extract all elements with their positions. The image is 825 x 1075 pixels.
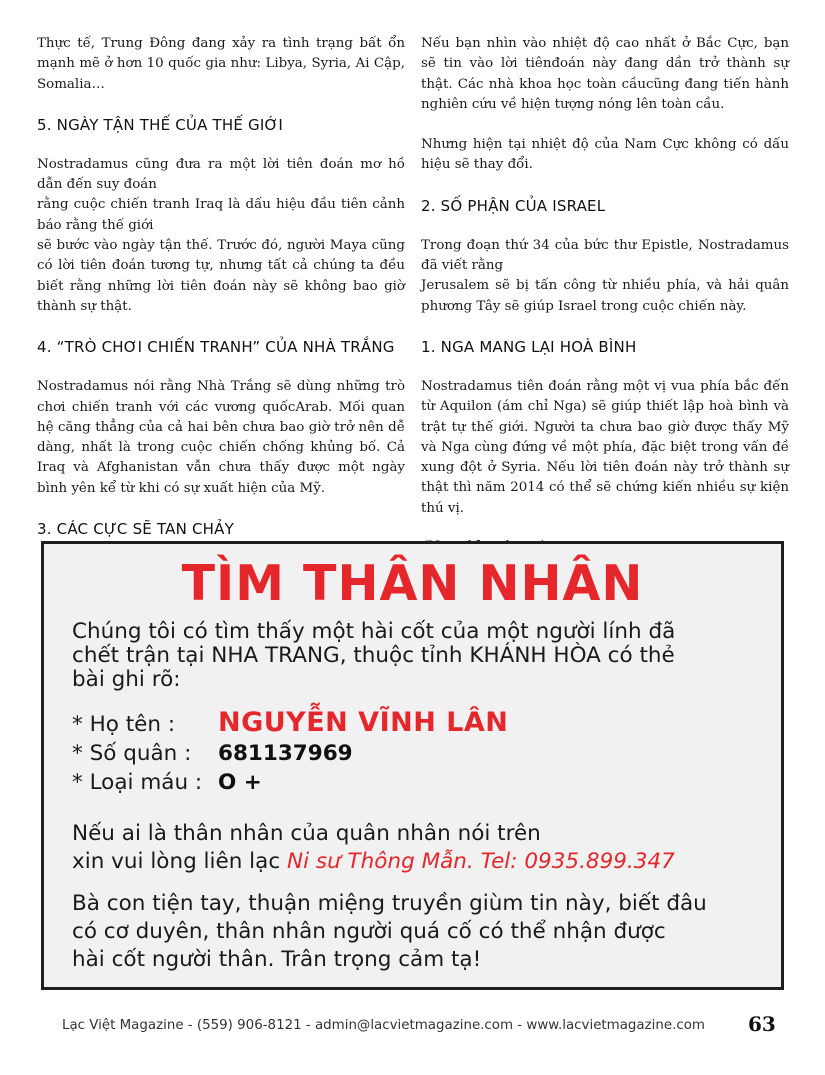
section-4-heading: 4. “TRÒ CHƠI CHIẾN TRANH” CỦA NHÀ TRẮNG (37, 338, 395, 357)
notice-intro-line: bài ghi rõ: (72, 667, 181, 692)
page-number: 63 (748, 1012, 776, 1036)
closing-line: có cơ duyên, thân nhân người quá cố có thể nhận được (72, 919, 666, 944)
footer-contact: Lạc Việt Magazine - (559) 906-8121 - admin@lacvietmagazine.com - www.lacvietmagazine.com (62, 1018, 705, 1033)
contact-line (72, 848, 675, 876)
contact-phone: Ni sư Thông Mẫn. Tel: 0935.899.347 (287, 849, 675, 874)
name-field (72, 707, 509, 738)
notice-intro (72, 620, 675, 692)
poles-paragraph-1: Nếu bạn nhìn vào nhiệt độ cao nhất ở Bắc Cực, bạn sẽ tin vào lời tiênđoán này đang dần trở thành sự thật. Các nhà khoa học toàn cầucũng đang tiến hành nghiên cứu về hiện tượng nóng lên toàn cầu. (421, 36, 789, 112)
blood-type-value: O + (218, 770, 262, 795)
notice-intro-line: Chúng tôi có tìm thấy một hài cốt của một người lính đã (72, 619, 676, 644)
section-2-line: Trong đoạn thứ 34 của bức thư Epistle, Nostradamus đã viết rằng (421, 237, 789, 274)
name-label: * Họ tên : (72, 712, 176, 737)
section-2-paragraph (421, 236, 789, 317)
closing-message (72, 890, 707, 974)
section-1-paragraph: Nostradamus tiên đoán rằng một vị vua phía bắc đến từ Aquilon (ám chỉ Nga) sẽ giúp thiết lập hoà bình và trật tự thế giới. Người ta chưa bao giờ được thấy Mỹ và Nga cùng đứng về một phía, đặc biệt trong vấn đề xung đột ở Syria. Nếu lời tiên đoán này trở thành sự thật thì năm 2014 có thể sẽ chứng kiến nhiều sự kiện thú vị. (421, 378, 789, 516)
closing-line: hài cốt người thân. Trân trọng cảm tạ! (72, 947, 482, 972)
contact-prefix: xin vui lòng liên lạc (72, 849, 287, 874)
name-value: NGUYỄN VĨNH LÂN (218, 707, 509, 738)
blood-type-field (72, 770, 262, 796)
service-number-value: 681137969 (218, 741, 353, 766)
poles-paragraph-2: Nhưng hiện tại nhiệt độ của Nam Cực không có dấu hiệu sẽ thay đổi. (421, 137, 789, 173)
section-4-paragraph: Nostradamus nói rằng Nhà Trắng sẽ dùng những trò chơi chiến tranh với các vương quốcArab. Mối quan hệ căng thẳng của cả hai bên chưa bao giờ trở nên dễ dàng, nhất là trong cuộc chiến chống khủng bố. Cả Iraq và Afghanistan vẫn chưa thấy được một ngày bình yên kể từ khi có sự xuất hiện của Mỹ. (37, 379, 405, 496)
missing-relative-notice (41, 541, 784, 990)
section-5-paragraph (37, 155, 405, 317)
service-number-label: * Số quân : (72, 741, 192, 766)
right-column (421, 34, 789, 554)
section-1-heading: 1. NGA MANG LẠI HOÀ BÌNH (421, 337, 637, 356)
section-5-line: rằng cuộc chiến tranh Iraq là dấu hiệu đầu tiên cảnh báo rằng thế giới (37, 197, 405, 233)
closing-line: Bà con tiện tay, thuận miệng truyền giùm tin này, biết đâu (72, 891, 707, 916)
contact-info (72, 820, 675, 876)
section-5-heading: 5. NGÀY TẬN THẾ CỦA THẾ GIỚI (37, 115, 283, 134)
section-5-line: Nostradamus cũng đưa ra một lời tiên đoán mơ hồ dẫn đến suy đoán (37, 156, 405, 193)
service-number-field (72, 741, 353, 767)
notice-intro-line: chết trận tại NHA TRANG, thuộc tỉnh KHÁNH HÒA có thẻ (72, 643, 675, 668)
notice-title: TÌM THÂN NHÂN (181, 555, 644, 612)
blood-type-label: * Loại máu : (72, 770, 203, 795)
intro-paragraph: Thực tế, Trung Đông đang xảy ra tình trạng bất ổn mạnh mẽ ở hơn 10 quốc gia như: Libya, Syria, Ai Cập, Somalia… (37, 36, 405, 92)
contact-line: Nếu ai là thân nhân của quân nhân nói trên (72, 821, 541, 846)
section-2-heading: 2. SỐ PHẬN CỦA ISRAEL (421, 196, 606, 215)
left-column (37, 34, 405, 559)
section-2-line: Jerusalem sẽ bị tấn công từ nhiều phía, và hải quân phương Tây sẽ giúp Israel trong cuộc chiến này. (421, 278, 789, 314)
section-3-heading: 3. CÁC CỰC SẼ TAN CHẢY (37, 520, 234, 539)
section-5-line: sẽ bước vào ngày tận thế. Trước đó, người Maya cũng có lời tiên đoán tương tự, nhưng tất cả chúng ta đều biết rằng những lời tiên đoán này sẽ không bao giờ thành sự thật. (37, 238, 405, 314)
